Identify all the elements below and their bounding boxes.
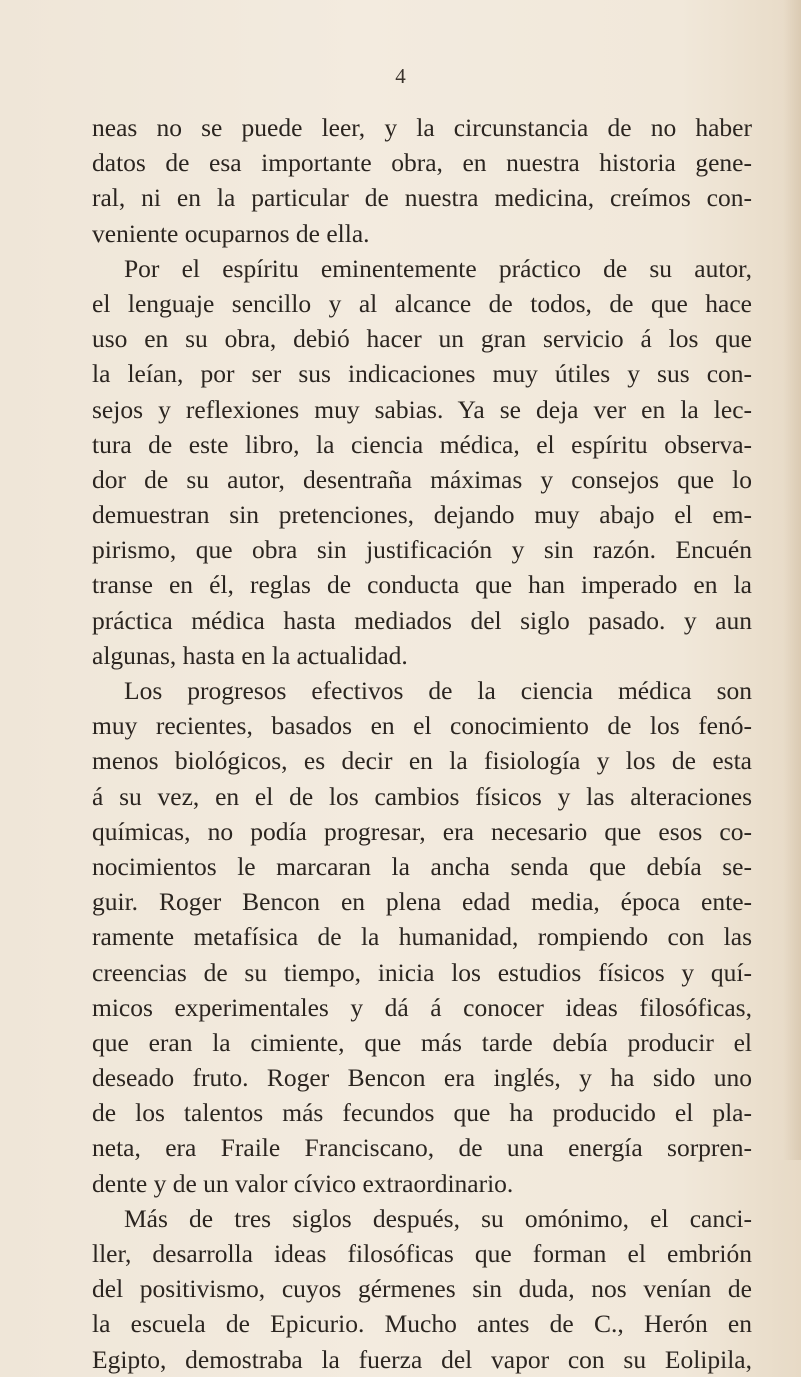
text-line: demuestran sin pretenciones, dejando muy abajo el em- [92, 500, 752, 530]
text-line: datos de esa importante obra, en nuestra historia gene- [92, 148, 752, 178]
text-line: dente y de un valor cívico extraordinario. [92, 1168, 514, 1198]
text-line: sejos y reflexiones muy sabias. Ya se deja ver en la lec- [92, 394, 752, 424]
text-line: la escuela de Epicurio. Mucho antes de C., Herón en [92, 1309, 752, 1339]
text-line: muy recientes, basados en el conocimiento de los fenó- [92, 711, 752, 741]
text-line: ral, ni en la particular de nuestra medicina, creímos con- [92, 183, 752, 213]
text-line: tura de este libro, la ciencia médica, el espíritu observa- [92, 429, 752, 459]
text-line: transe en él, reglas de conducta que han imperado en la [92, 570, 752, 600]
text-line: dor de su autor, desentraña máximas y consejos que lo [92, 464, 752, 494]
text-line: práctica médica hasta mediados del siglo pasado. y aun [92, 605, 752, 635]
text-line: neas no se puede leer, y la circunstancia de no haber [92, 113, 752, 142]
text-line: pirismo, que obra sin justificación y sin razón. Encuén [92, 535, 752, 565]
text-line: uso en su obra, debió hacer un gran servicio á los que [92, 324, 752, 354]
text-line: creencias de su tiempo, inicia los estudios físicos y quí- [92, 957, 752, 987]
text-line: á su vez, en el de los cambios físicos y las alteraciones [92, 781, 752, 811]
page-edge-shadow [783, 0, 801, 1160]
text-line: algunas, hasta en la actualidad. [92, 640, 408, 670]
text-line: Por el espíritu eminentemente práctico de su autor, [124, 253, 752, 283]
text-line: menos biológicos, es decir en la fisiología y los de esta [92, 746, 752, 776]
text-line: Egipto, demostraba la fuerza del vapor con su Eolipila, [92, 1344, 752, 1374]
text-line: ller, desarrolla ideas filosóficas que forman el embrión [92, 1239, 752, 1268]
text-line: veniente ocuparnos de ella. [92, 218, 370, 248]
body-text [92, 110, 752, 1377]
text-line: químicas, no podía progresar, era necesario que esos co- [92, 816, 752, 846]
text-line: Más de tres siglos después, su omónimo, el canci- [124, 1203, 752, 1233]
text-line: deseado fruto. Roger Bencon era inglés, y ha sido uno [92, 1063, 752, 1093]
text-line: guir. Roger Bencon en plena edad media, época ente- [92, 887, 752, 917]
text-line: neta, era Fraile Franciscano, de una energía sorpren- [92, 1133, 752, 1163]
text-line: del positivismo, cuyos gérmenes sin duda, nos venían de [92, 1274, 752, 1304]
text-line: Los progresos efectivos de la ciencia médica son [124, 676, 752, 705]
text-line: la leían, por ser sus indicaciones muy útiles y sus con- [92, 359, 752, 389]
text-line: el lenguaje sencillo y al alcance de todos, de que hace [92, 288, 752, 318]
text-line: de los talentos más fecundos que ha producido el pla- [92, 1098, 752, 1128]
text-line: que eran la cimiente, que más tarde debía producir el [92, 1027, 752, 1057]
text-line: micos experimentales y dá á conocer ideas filosóficas, [92, 992, 752, 1022]
text-line: nocimientos le marcaran la ancha senda que debía se- [92, 851, 752, 881]
page-number: 4 [395, 64, 406, 88]
text-line: ramente metafísica de la humanidad, rompiendo con las [92, 922, 752, 952]
